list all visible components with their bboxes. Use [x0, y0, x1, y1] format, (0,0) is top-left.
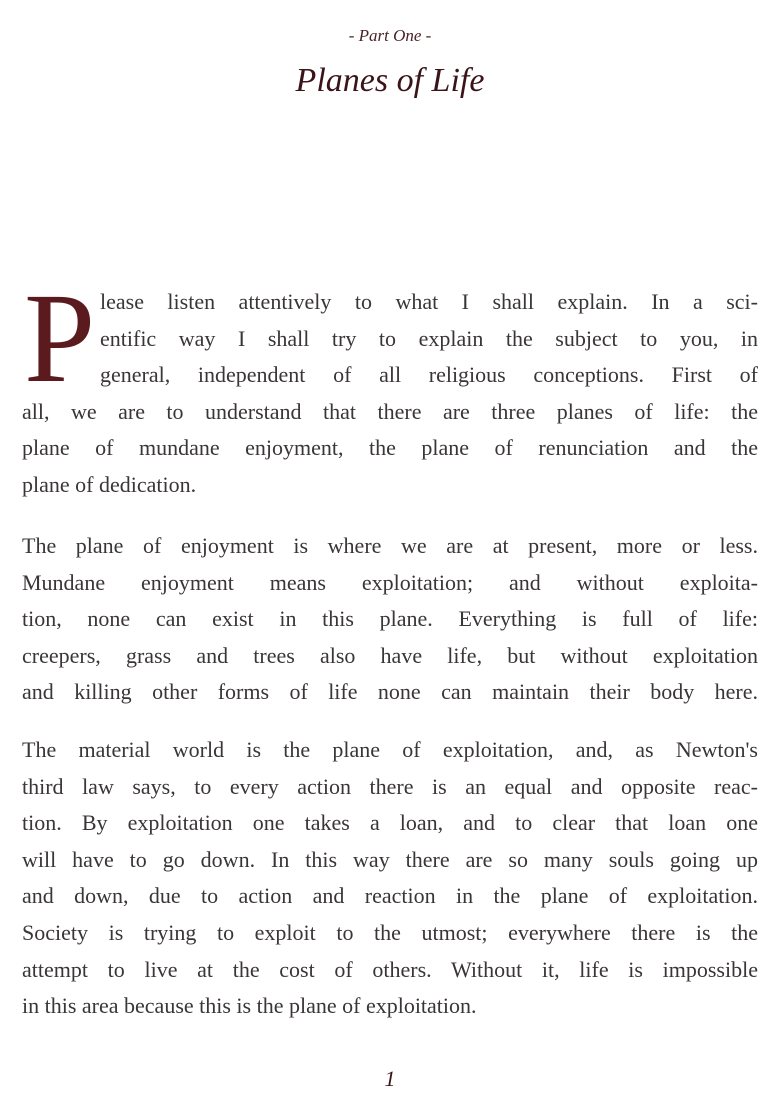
part-label: - Part One -: [348, 26, 432, 45]
text-line: will have to go down. In this way there are so many souls going up: [22, 846, 758, 872]
text-line: plane of mundane enjoyment, the plane of renunciation and the: [22, 435, 758, 461]
text-line: creepers, grass and trees also have life, but without exploitation: [22, 642, 758, 668]
paragraph-1: [22, 267, 758, 504]
text-line: Society is trying to exploit to the utmost; everywhere there is the: [22, 919, 758, 945]
text-line: Mundane enjoyment means exploitation; and without exploita-: [22, 569, 758, 595]
page-number: 1: [384, 1066, 396, 1091]
chapter-title: Planes of Life: [295, 62, 485, 99]
text-line: The plane of enjoyment is where we are at present, more or less.: [22, 533, 758, 558]
text-line: in this area because this is the plane of exploitation.: [22, 993, 477, 1019]
text-line: and killing other forms of life none can maintain their body here.: [22, 679, 758, 705]
paragraph-2: [22, 528, 758, 711]
paragraph-3: [22, 732, 758, 1025]
text-line: attempt to live at the cost of others. Without it, life is impossible: [22, 956, 758, 982]
text-line: lease listen attentively to what I shall explain. In a sci-: [100, 289, 758, 314]
text-line: tion. By exploitation one takes a loan, and to clear that loan one: [22, 810, 758, 836]
text-line: third law says, to every action there is an equal and opposite reac-: [22, 773, 758, 799]
text-line: tion, none can exist in this plane. Everything is full of life:: [22, 606, 758, 632]
text-line: The material world is the plane of exploitation, and, as Newton's: [22, 737, 758, 762]
drop-cap: P: [24, 267, 96, 409]
text-line: general, independent of all religious conceptions. First of: [100, 362, 758, 388]
text-line: and down, due to action and reaction in the plane of exploitation.: [22, 883, 758, 909]
text-line: plane of dedication.: [22, 471, 197, 497]
text-line: entific way I shall try to explain the subject to you, in: [100, 325, 758, 351]
text-line: all, we are to understand that there are three planes of life: the: [22, 398, 758, 424]
